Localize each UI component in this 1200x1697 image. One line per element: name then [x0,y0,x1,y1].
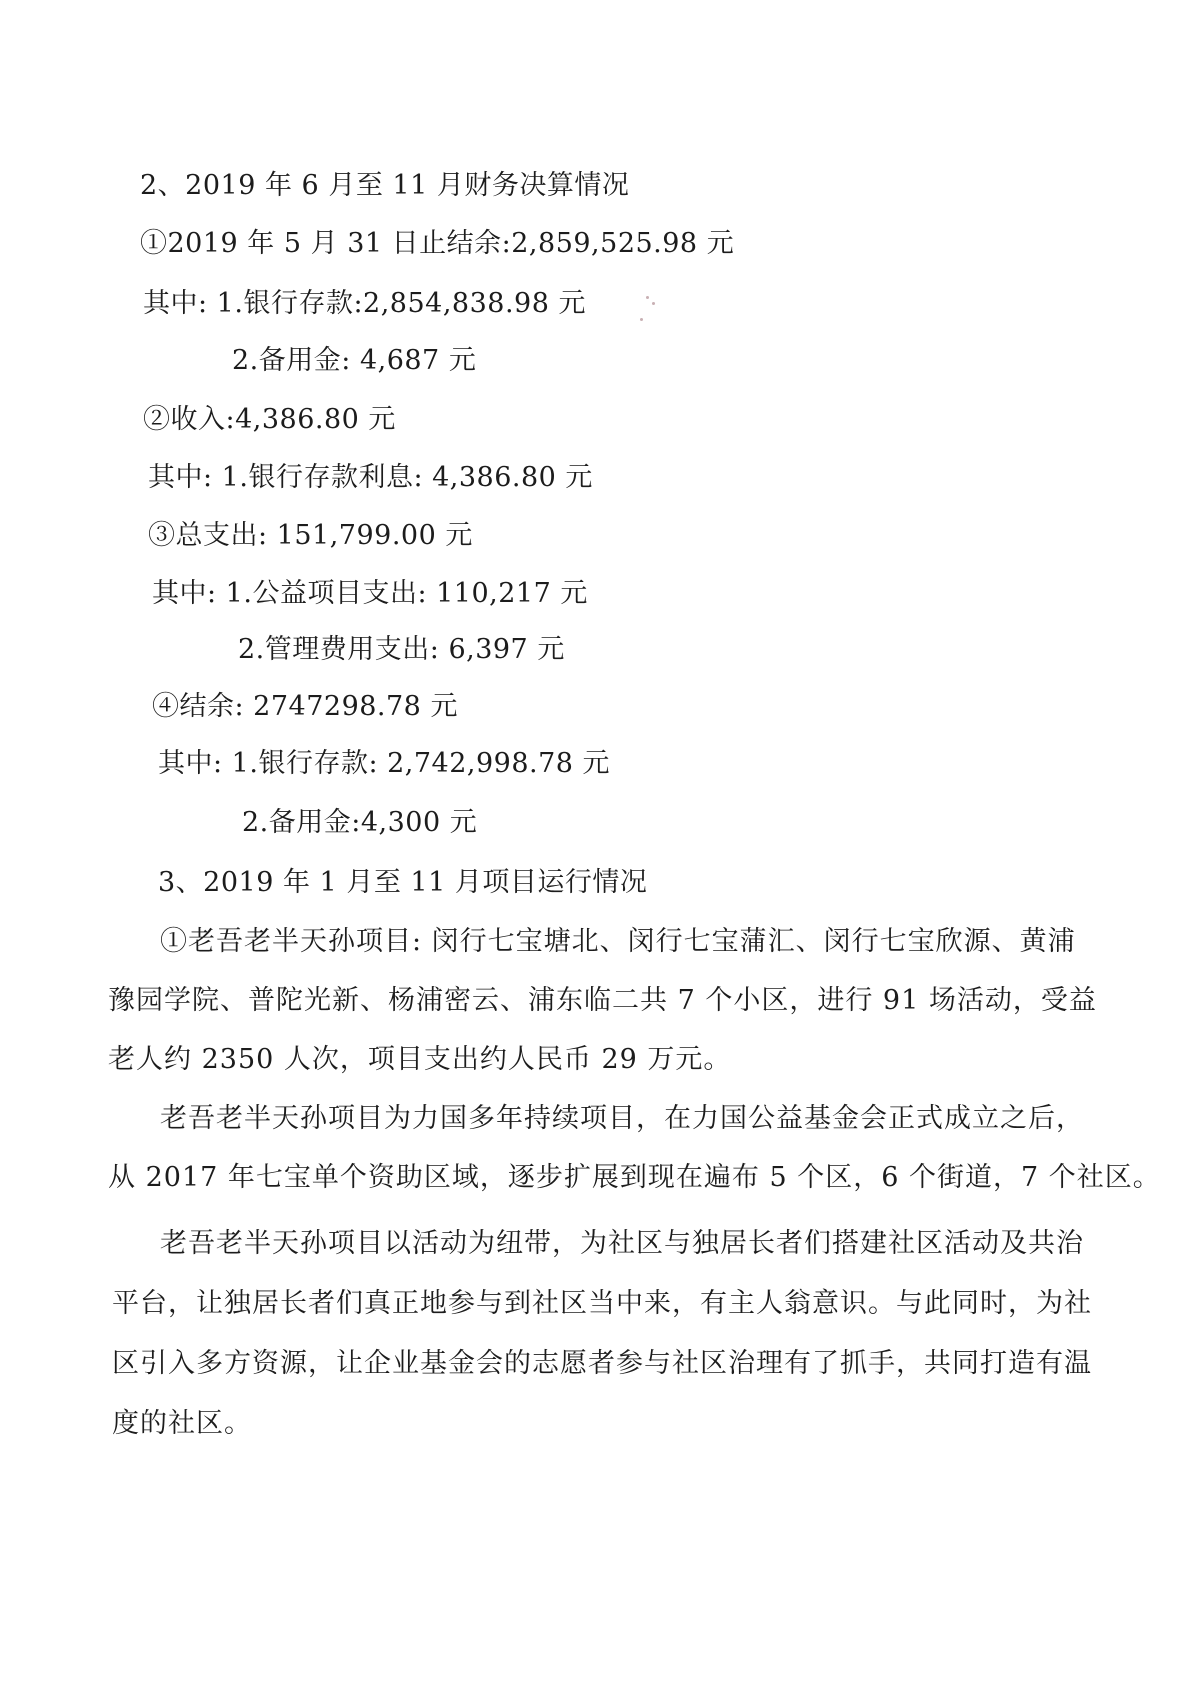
project-impact-line-2: 平台，让独居长者们真正地参与到社区当中来，有主人翁意识。与此同时，为社 [112,1288,1092,1319]
expense-admin: 2.管理费用支出: 6,397 元 [238,634,565,665]
income-interest: 其中: 1.银行存款利息: 4,386.80 元 [148,462,593,493]
opening-bank-deposit: 其中: 1.银行存款:2,854,838.98 元 [143,288,586,319]
closing-petty-cash: 2.备用金:4,300 元 [242,807,478,838]
project-history-line-1: 老吾老半天孙项目为力国多年持续项目，在力国公益基金会正式成立之后， [160,1103,1084,1134]
project-impact-line-1: 老吾老半天孙项目以活动为纽带，为社区与独居长者们搭建社区活动及共治 [160,1228,1084,1259]
project-item-1-line-2: 豫园学院、普陀光新、杨浦密云、浦东临二共 7 个小区，进行 91 场活动，受益 [108,985,1097,1016]
expense-project: 其中: 1.公益项目支出: 110,217 元 [152,578,588,609]
section2-heading: 2、2019 年 6 月至 11 月财务决算情况 [140,170,630,201]
scan-speck [652,302,655,305]
scan-speck [646,296,649,299]
project-item-1-line-1: ①老吾老半天孙项目: 闵行七宝塘北、闵行七宝蒲汇、闵行七宝欣源、黄浦 [160,926,1076,957]
project-impact-line-3: 区引入多方资源，让企业基金会的志愿者参与社区治理有了抓手，共同打造有温 [112,1348,1092,1379]
project-item-1-line-3: 老人约 2350 人次，项目支出约人民币 29 万元。 [108,1044,732,1075]
expense-total: ③总支出: 151,799.00 元 [148,520,473,551]
income-total: ②收入:4,386.80 元 [143,404,396,435]
opening-petty-cash: 2.备用金: 4,687 元 [232,345,477,376]
scan-speck [640,318,643,321]
closing-bank-deposit: 其中: 1.银行存款: 2,742,998.78 元 [158,748,611,779]
project-impact-line-4: 度的社区。 [112,1408,252,1439]
section3-heading: 3、2019 年 1 月至 11 月项目运行情况 [158,867,648,898]
opening-balance: ①2019 年 5 月 31 日止结余:2,859,525.98 元 [140,228,735,259]
project-history-line-2: 从 2017 年七宝单个资助区域，逐步扩展到现在遍布 5 个区，6 个街道，7 个社区。 [108,1162,1161,1193]
closing-balance: ④结余: 2747298.78 元 [152,691,458,722]
